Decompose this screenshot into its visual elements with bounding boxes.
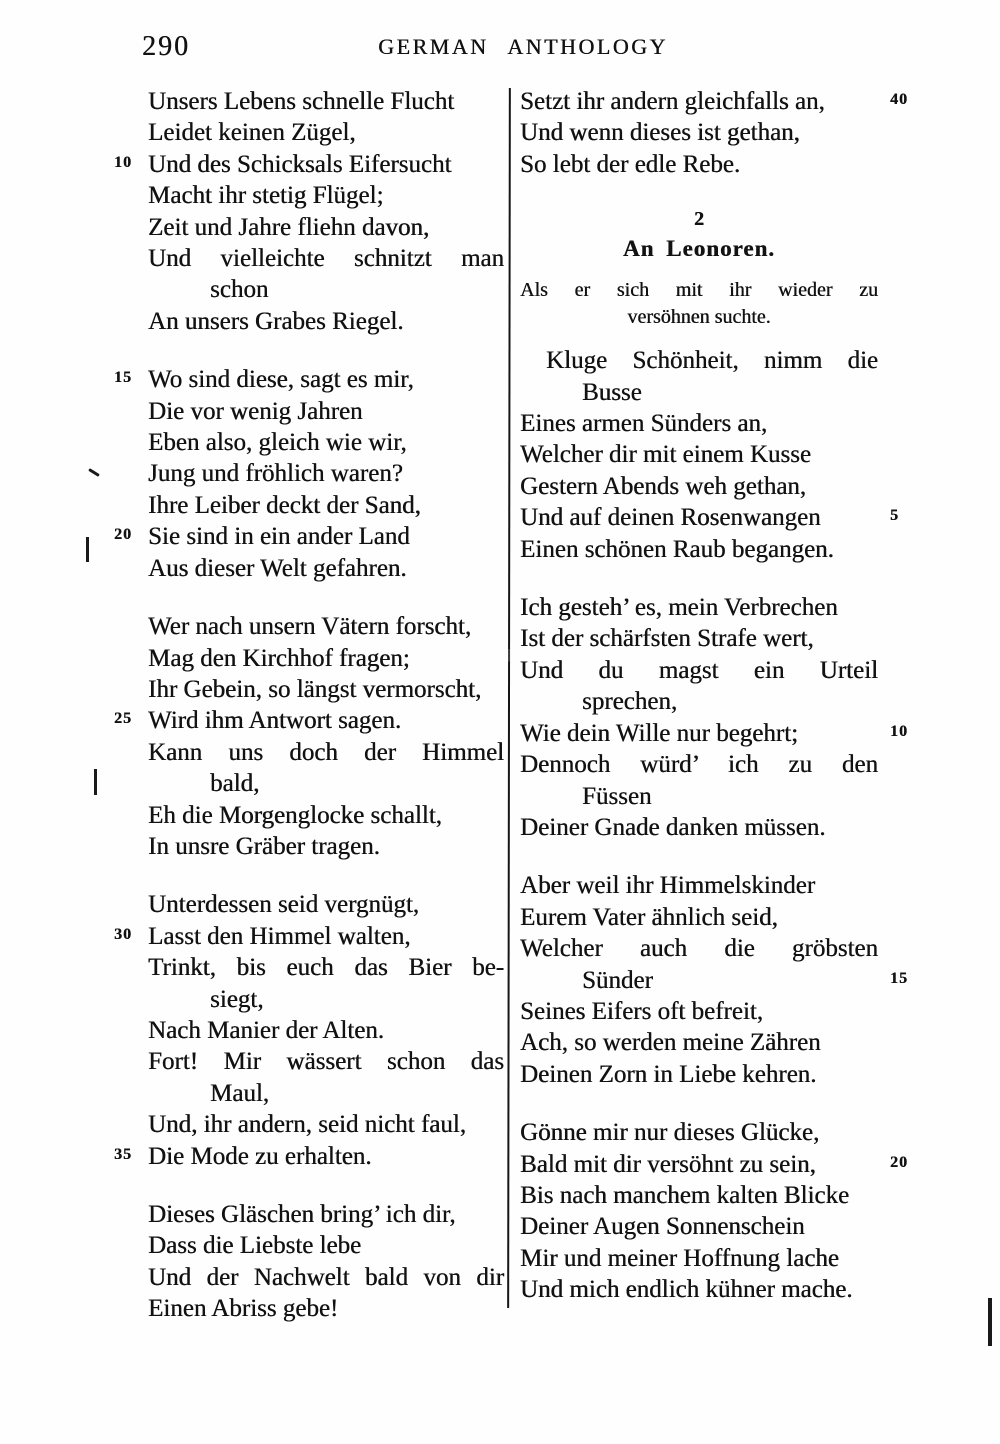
line-text: Mir und meiner Hoffnung lache — [520, 1244, 839, 1272]
poem-line — [520, 304, 878, 331]
line-text: Einen schönen Raub begangen. — [520, 535, 834, 563]
poem-line — [148, 737, 504, 768]
poem-line — [520, 965, 908, 996]
line-text: Busse — [582, 378, 642, 406]
page-number: 290 — [142, 31, 190, 62]
line-text: Dass die Liebste lebe — [148, 1232, 362, 1260]
line-text: sprechen, — [582, 688, 678, 716]
line-text: Nach Manier der Alten. — [148, 1016, 385, 1044]
poem-line — [148, 952, 504, 983]
stanza — [148, 1199, 504, 1325]
stanza — [114, 86, 504, 337]
column-divider — [507, 88, 511, 1308]
poem-line — [520, 86, 908, 117]
poem-line — [520, 1027, 878, 1058]
line-number: 15 — [890, 969, 908, 987]
poem-line — [148, 180, 504, 211]
line-text: Füssen — [582, 782, 652, 810]
line-number: 15 — [114, 369, 132, 387]
line-text: An unsers Grabes Riegel. — [148, 307, 404, 335]
poem-line — [148, 396, 504, 427]
line-text: Ihre Leiber deckt der Sand, — [148, 491, 421, 519]
poem-line — [520, 686, 878, 717]
line-text: Ist der schärfsten Strafe wert, — [520, 625, 814, 653]
ink-mark — [988, 1298, 992, 1346]
line-text: Unsers Lebens schnelle Flucht — [148, 88, 455, 115]
column-right — [520, 86, 908, 1333]
poem-line — [520, 345, 878, 376]
poem-line — [520, 1180, 878, 1211]
poem-line — [148, 212, 504, 243]
column-left — [114, 86, 504, 1352]
poem-line — [148, 768, 504, 799]
poem-line — [148, 889, 504, 920]
line-number: 40 — [890, 91, 908, 108]
line-text: Ach, so werden meine Zähren — [520, 1029, 821, 1057]
poem-line — [148, 1109, 504, 1140]
line-number: 10 — [114, 153, 132, 171]
poem-line — [148, 1015, 504, 1046]
line-text: Und, ihr andern, seid nicht faul, — [148, 1111, 466, 1139]
poem-line — [148, 490, 504, 521]
poem-title: An Leonoren. — [622, 236, 776, 262]
line-number: 20 — [890, 1153, 908, 1171]
line-text: Mag den Kirchhof fragen; — [148, 644, 410, 672]
poem-line — [520, 870, 878, 901]
line-text: Kluge Schönheit, nimm die — [546, 347, 878, 375]
stanza — [520, 592, 908, 843]
stanza — [520, 345, 899, 565]
line-text: Und mich endlich kühner mache. — [520, 1276, 853, 1304]
line-text: Und der Nachwelt bald von dir — [148, 1263, 504, 1291]
line-text: Einen Abriss gebe! — [148, 1295, 339, 1323]
line-text: Und vielleichte schnitzt man — [148, 245, 504, 273]
poem-number: 2 — [694, 208, 704, 231]
poem-line — [148, 1262, 504, 1293]
poem-line — [114, 921, 504, 952]
line-text: Ihr Gebein, so längst vermorscht, — [148, 675, 482, 703]
stanza — [520, 870, 908, 1090]
poem-line — [520, 377, 878, 408]
line-text: versöhnen suchte. — [627, 306, 771, 329]
poem-line — [520, 502, 899, 533]
poem-line — [520, 1149, 908, 1180]
line-text: Wird ihm Antwort sagen. — [148, 707, 402, 735]
poem-line — [114, 364, 504, 395]
line-text: Deiner Augen Sonnenschein — [520, 1213, 805, 1241]
line-number: 20 — [114, 526, 132, 544]
poem-line — [148, 1230, 504, 1261]
poem-line — [148, 117, 504, 148]
poem-line — [148, 611, 504, 642]
line-text: Dennoch würd’ ich zu den — [520, 751, 878, 779]
line-text: Macht ihr stetig Flügel; — [148, 182, 384, 210]
poem-line — [148, 1078, 504, 1109]
poem-line — [148, 86, 504, 117]
poem-line — [520, 812, 878, 843]
line-text: Fort! Mir wässert schon das — [148, 1048, 504, 1076]
line-text: Deiner Gnade danken müssen. — [520, 813, 826, 841]
poem-line — [148, 274, 504, 305]
stanza — [520, 86, 908, 180]
line-text: Setzt ihr andern gleichfalls an, — [520, 88, 825, 115]
poem-line — [148, 1293, 504, 1324]
line-text: Kann uns doch der Himmel — [148, 738, 504, 766]
poem-line — [114, 149, 504, 180]
line-number: 35 — [114, 1145, 132, 1163]
line-text: Maul, — [210, 1079, 270, 1107]
line-text: Welcher auch die gröbsten — [520, 935, 878, 963]
line-text: Eines armen Sünders an, — [520, 410, 768, 438]
poem-line — [520, 1211, 878, 1242]
line-text: Und des Schicksals Eifersucht — [148, 150, 452, 178]
poem-line — [148, 306, 504, 337]
poem-line — [148, 427, 504, 458]
poem-line — [520, 149, 878, 180]
line-text: Zeit und Jahre fliehn davon, — [148, 213, 430, 241]
line-text: Deinen Zorn in Liebe kehren. — [520, 1060, 817, 1088]
line-text: Bald mit dir versöhnt zu sein, — [520, 1150, 816, 1178]
line-text: Wie dein Wille nur begehrt; — [520, 719, 798, 747]
line-text: Als er sich mit ihr wieder zu — [520, 279, 878, 302]
poem-line — [520, 623, 878, 654]
line-text: In unsre Gräber tragen. — [148, 832, 380, 860]
poem-line — [520, 277, 878, 304]
poem-line — [520, 655, 878, 686]
ink-mark — [88, 468, 100, 477]
poem-subtitle — [520, 277, 878, 331]
poem-line — [148, 984, 504, 1015]
poem-line — [114, 705, 504, 736]
poem-line — [148, 553, 504, 584]
line-text: Gestern Abends weh gethan, — [520, 472, 807, 500]
line-text: siegt, — [210, 985, 264, 1013]
poem-line — [114, 1141, 504, 1172]
poem-line — [520, 1243, 878, 1274]
line-text: Die vor wenig Jahren — [148, 397, 363, 425]
poem-line — [520, 408, 878, 439]
line-text: Trinkt, bis euch das Bier be- — [148, 954, 504, 982]
line-text: Jung und fröhlich waren? — [148, 460, 403, 488]
poem-line — [520, 592, 878, 623]
line-text: bald, — [210, 770, 260, 798]
poem-line — [114, 521, 504, 552]
line-text: Und du magst ein Urteil — [520, 656, 878, 684]
line-text: Aber weil ihr Himmelskinder — [520, 872, 816, 900]
ink-mark — [94, 769, 97, 795]
line-text: Die Mode zu erhalten. — [148, 1142, 372, 1170]
line-text: Leidet keinen Zügel, — [148, 119, 356, 147]
line-text: Aus dieser Welt gefahren. — [148, 554, 407, 582]
line-text: Und auf deinen Rosenwangen — [520, 504, 821, 532]
stanza — [520, 1117, 908, 1305]
stanza — [114, 611, 504, 862]
running-header: GERMAN ANTHOLOGY — [378, 34, 668, 59]
poem-line — [148, 643, 504, 674]
poem-line — [520, 1059, 878, 1090]
poem-line — [520, 439, 878, 470]
poem-line — [520, 1274, 878, 1305]
line-text: So lebt der edle Rebe. — [520, 150, 741, 178]
line-number: 5 — [890, 507, 899, 525]
line-text: Gönne mir nur dieses Glücke, — [520, 1119, 820, 1147]
line-text: schon — [210, 276, 269, 304]
poem-line — [520, 718, 908, 749]
poem-line — [148, 1199, 504, 1230]
line-number: 30 — [114, 925, 132, 943]
poem-line — [148, 800, 504, 831]
line-number: 10 — [890, 722, 908, 740]
poem-line — [148, 674, 504, 705]
poem-line — [520, 534, 878, 565]
line-text: Unterdessen seid vergnügt, — [148, 891, 420, 919]
line-text: Wer nach unsern Vätern forscht, — [148, 613, 472, 641]
poem-line — [520, 471, 878, 502]
poem-line — [520, 902, 878, 933]
line-text: Welcher dir mit einem Kusse — [520, 441, 811, 469]
poem-line — [148, 831, 504, 862]
stanza — [114, 364, 504, 584]
poem-line — [148, 243, 504, 274]
line-text: Sünder — [582, 966, 653, 994]
line-text: Sie sind in ein ander Land — [148, 523, 410, 551]
line-text: Wo sind diese, sagt es mir, — [148, 366, 414, 394]
line-text: Lasst den Himmel walten, — [148, 922, 411, 950]
poem-line — [520, 117, 878, 148]
line-text: Dieses Gläschen bring’ ich dir, — [148, 1201, 456, 1228]
stanza — [114, 889, 504, 1172]
poem-line — [148, 458, 504, 489]
line-text: Eben also, gleich wie wir, — [148, 429, 407, 457]
poem-line — [520, 996, 878, 1027]
line-number: 25 — [114, 710, 132, 728]
ink-mark — [86, 537, 89, 562]
line-text: Ich gesteh’ es, mein Verbrechen — [520, 594, 838, 622]
poem-line — [148, 1046, 504, 1077]
poem-line — [520, 1117, 878, 1148]
line-text: Und wenn dieses ist gethan, — [520, 119, 800, 147]
poem-line — [520, 933, 878, 964]
line-text: Eurem Vater ähnlich seid, — [520, 903, 778, 931]
line-text: Seines Eifers oft befreit, — [520, 997, 763, 1025]
line-text: Bis nach manchem kalten Blicke — [520, 1181, 850, 1209]
line-text: Eh die Morgenglocke schallt, — [148, 801, 442, 829]
poem-line — [520, 781, 878, 812]
poem-line — [520, 749, 878, 780]
